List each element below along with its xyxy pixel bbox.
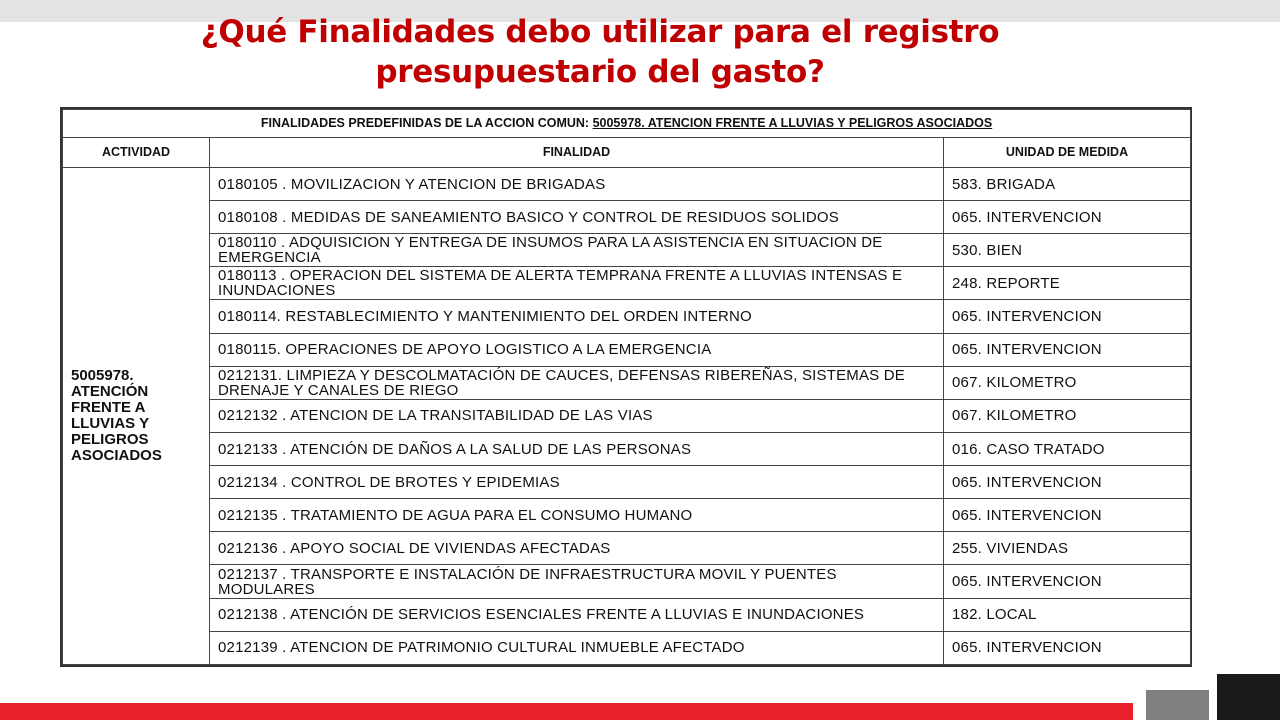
finalidad-cell: 0180110 . ADQUISICION Y ENTREGA DE INSUMOS PARA LA ASISTENCIA EN SITUACION DE EMERGENCIA: [210, 234, 944, 267]
slide-title: [150, 12, 1050, 92]
table-title: [63, 110, 1191, 138]
finalidad-cell: 0212135 . TRATAMIENTO DE AGUA PARA EL CONSUMO HUMANO: [210, 499, 944, 532]
column-header-unidad: UNIDAD DE MEDIDA: [944, 137, 1191, 167]
finalidad-cell: 0212138 . ATENCIÓN DE SERVICIOS ESENCIALES FRENTE A LLUVIAS E INUNDACIONES: [210, 598, 944, 631]
table-title-prefix: FINALIDADES PREDEFINIDAS DE LA ACCION COMUN:: [260, 116, 593, 131]
table-row: [63, 234, 1191, 267]
finalidades-table-container: [60, 107, 1192, 667]
finalidad-cell: 0212132 . ATENCION DE LA TRANSITABILIDAD DE LAS VIAS: [210, 399, 944, 432]
table-title-code: 5005978. ATENCION FRENTE A LLUVIAS Y PELIGROS ASOCIADOS: [592, 116, 993, 131]
table-row: [63, 300, 1191, 333]
table-row: [63, 532, 1191, 565]
finalidad-cell: 0212133 . ATENCIÓN DE DAÑOS A LA SALUD DE LAS PERSONAS: [210, 432, 944, 465]
table-row: [63, 631, 1191, 664]
finalidad-cell: 0180114. RESTABLECIMIENTO Y MANTENIMIENTO DEL ORDEN INTERNO: [210, 300, 944, 333]
table-row: [63, 499, 1191, 532]
unidad-medida-cell: 065. INTERVENCION: [944, 631, 1191, 664]
bottom-gray-block: [1146, 690, 1209, 720]
slide-title-line1: ¿Qué Finalidades debo utilizar para el registro: [200, 14, 1000, 50]
table-row: [63, 267, 1191, 300]
unidad-medida-cell: 182. LOCAL: [944, 598, 1191, 631]
column-header-actividad: ACTIVIDAD: [63, 137, 210, 167]
finalidad-cell: 0180113 . OPERACION DEL SISTEMA DE ALERTA TEMPRANA FRENTE A LLUVIAS INTENSAS E INUNDACIONES: [210, 267, 944, 300]
table-row: [63, 201, 1191, 234]
column-header-row: [63, 137, 1191, 167]
table-row: [63, 466, 1191, 499]
bottom-red-bar: [0, 703, 1133, 720]
finalidad-cell: 0180108 . MEDIDAS DE SANEAMIENTO BASICO Y CONTROL DE RESIDUOS SOLIDOS: [210, 201, 944, 234]
finalidad-cell: 0180115. OPERACIONES DE APOYO LOGISTICO A LA EMERGENCIA: [210, 333, 944, 366]
finalidad-cell: 0212134 . CONTROL DE BROTES Y EPIDEMIAS: [210, 466, 944, 499]
table-row: [63, 167, 1191, 200]
unidad-medida-cell: 583. BRIGADA: [944, 167, 1191, 200]
unidad-medida-cell: 065. INTERVENCION: [944, 333, 1191, 366]
finalidad-cell: 0212131. LIMPIEZA Y DESCOLMATACIÓN DE CAUCES, DEFENSAS RIBEREÑAS, SISTEMAS DE DRENAJE Y CANALES DE RIEGO: [210, 366, 944, 399]
table-title-row: [63, 110, 1191, 138]
unidad-medida-cell: 065. INTERVENCION: [944, 499, 1191, 532]
column-header-finalidad: FINALIDAD: [210, 137, 944, 167]
unidad-medida-cell: 248. REPORTE: [944, 267, 1191, 300]
unidad-medida-cell: 065. INTERVENCION: [944, 201, 1191, 234]
table-row: [63, 598, 1191, 631]
table-row: [63, 565, 1191, 598]
table-row: [63, 432, 1191, 465]
unidad-medida-cell: 065. INTERVENCION: [944, 300, 1191, 333]
unidad-medida-cell: 255. VIVIENDAS: [944, 532, 1191, 565]
unidad-medida-cell: 016. CASO TRATADO: [944, 432, 1191, 465]
table-row: [63, 399, 1191, 432]
table-row: [63, 333, 1191, 366]
finalidad-cell: 0212139 . ATENCION DE PATRIMONIO CULTURAL INMUEBLE AFECTADO: [210, 631, 944, 664]
finalidad-cell: 0212137 . TRANSPORTE E INSTALACIÓN DE INFRAESTRUCTURA MOVIL Y PUENTES MODULARES: [210, 565, 944, 598]
unidad-medida-cell: 065. INTERVENCION: [944, 565, 1191, 598]
unidad-medida-cell: 067. KILOMETRO: [944, 366, 1191, 399]
slide-title-line2: presupuestario del gasto?: [375, 54, 825, 90]
finalidad-cell: 0212136 . APOYO SOCIAL DE VIVIENDAS AFECTADAS: [210, 532, 944, 565]
unidad-medida-cell: 065. INTERVENCION: [944, 466, 1191, 499]
actividad-cell: 5005978. ATENCIÓN FRENTE A LLUVIAS Y PELIGROS ASOCIADOS: [63, 167, 210, 664]
unidad-medida-cell: 530. BIEN: [944, 234, 1191, 267]
finalidad-cell: 0180105 . MOVILIZACION Y ATENCION DE BRIGADAS: [210, 167, 944, 200]
finalidades-table: [62, 109, 1191, 665]
unidad-medida-cell: 067. KILOMETRO: [944, 399, 1191, 432]
bottom-black-block: [1217, 674, 1280, 720]
table-row: [63, 366, 1191, 399]
